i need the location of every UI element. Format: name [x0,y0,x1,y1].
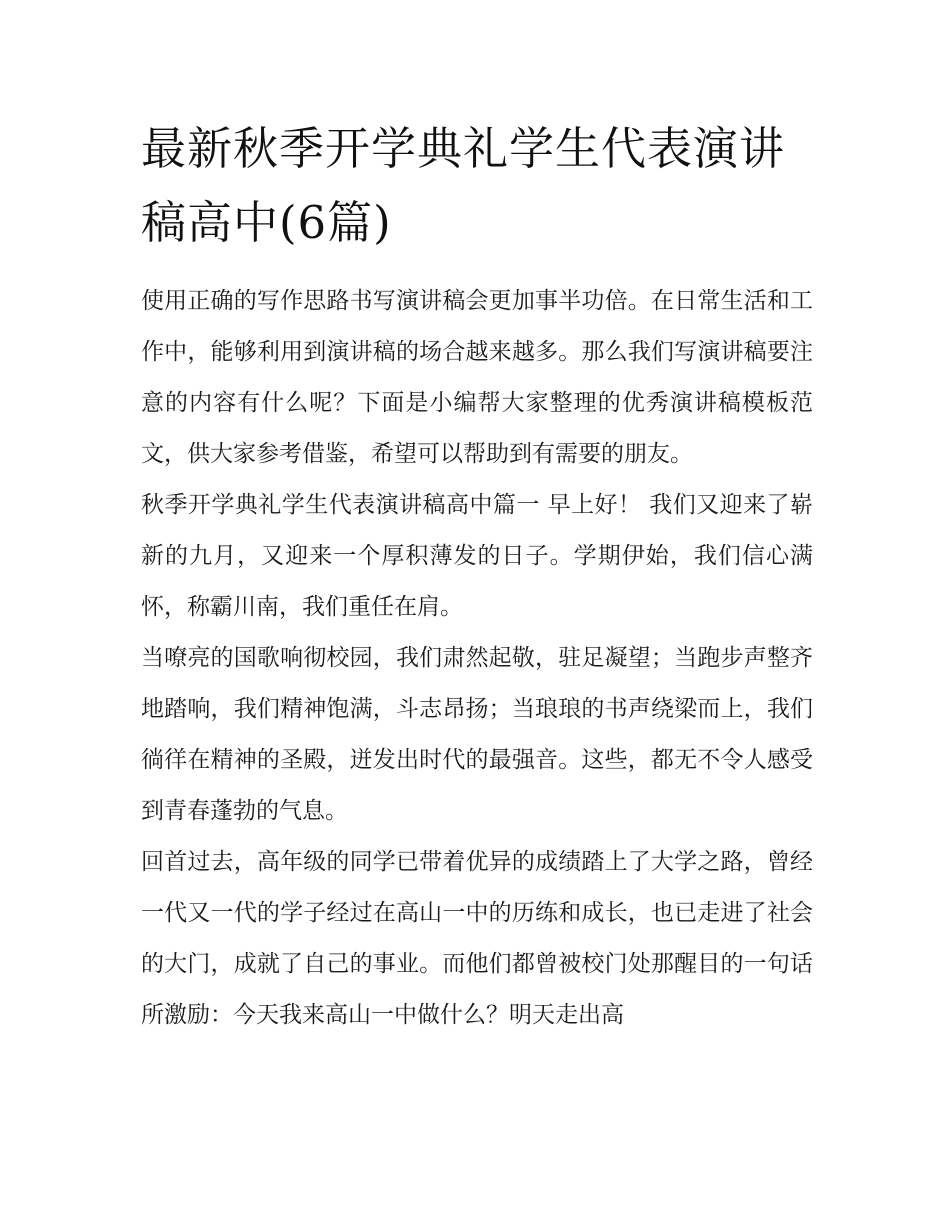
retrospect-paragraph: 回首过去，高年级的同学已带着优异的成绩踏上了大学之路，曾经一代又一代的学子经过在高山一中的历练和成长，也已走进了社会的大门，成就了自己的事业。而他们都曾被校门处那醒目的一句话所激励：今天我来高山一中做什么？明天走出高 [141,849,813,1028]
document-title: 最新秋季开学典礼学生代表演讲稿高中(6篇) [141,122,786,249]
campus-scene-paragraph: 当嘹亮的国歌响彻校园，我们肃然起敬，驻足凝望；当跑步声整齐地踏响，我们精神饱满，斗志昂扬；当琅琅的书声绕梁而上，我们徜徉在精神的圣殿，迸发出时代的最强音。这些，都无不令人感受到青春蓬勃的气息。 [141,645,813,824]
document-content [141,112,813,1041]
document-body [141,276,813,1041]
intro-paragraph: 使用正确的写作思路书写演讲稿会更加事半功倍。在日常生活和工作中，能够利用到演讲稿的场合越来越多。那么我们写演讲稿要注意的内容有什么呢？下面是小编帮大家整理的优秀演讲稿模板范文，供大家参考借鉴，希望可以帮助到有需要的朋友。 [141,288,813,467]
speech-opening-paragraph: 秋季开学典礼学生代表演讲稿高中篇一 早上好！ 我们又迎来了崭新的九月，又迎来一个厚积薄发的日子。学期伊始，我们信心满怀，称霸川南，我们重任在肩。 [141,492,813,620]
